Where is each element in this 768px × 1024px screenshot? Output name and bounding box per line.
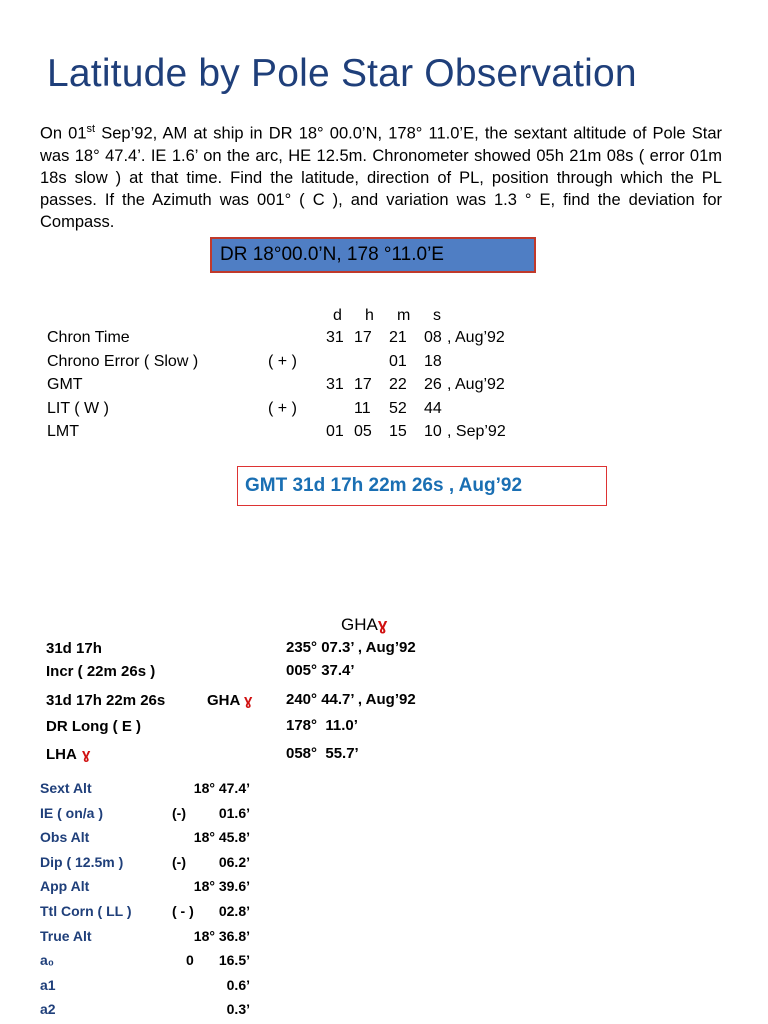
alt-row-sign: ( - ) — [172, 903, 194, 919]
time-row-h: 17 — [354, 376, 372, 393]
gha-row-value: 235° 07.3’ , Aug’92 — [286, 639, 416, 656]
problem-statement — [40, 118, 722, 233]
time-row-note: , Aug’92 — [447, 329, 505, 346]
time-row-s: 18 — [424, 352, 442, 370]
gha-row-value: 058° 55.7’ — [286, 745, 359, 762]
alt-row-value: 01.6’ — [218, 804, 250, 821]
gha-row-value: 240° 44.7’ , Aug’92 — [286, 691, 416, 708]
alt-row-label: a2 — [40, 1001, 56, 1018]
alt-row-sign: (-) — [172, 853, 186, 870]
gha-row-label: 31d 17h 22m 26s — [46, 692, 166, 709]
alt-row-sign: 0 — [186, 952, 194, 969]
alt-row-label: Sext Alt — [40, 780, 92, 796]
gha-row-label: LHA — [46, 746, 77, 763]
header-d: d — [333, 307, 342, 324]
time-row-m: 22 — [389, 376, 407, 393]
alt-row-label: Obs Alt — [40, 829, 90, 846]
gha-heading-text: GHA — [341, 615, 378, 634]
alt-row-value: 18° 39.6’ — [193, 878, 250, 895]
page-title: Latitude by Pole Star Observation — [47, 52, 637, 95]
alt-row-label: True Alt — [40, 927, 92, 944]
header-m: m — [397, 307, 411, 324]
gha-row-label: DR Long ( E ) — [46, 718, 141, 735]
alt-row-sign: (-) — [172, 804, 186, 821]
alt-row-label: Dip ( 12.5m ) — [40, 853, 124, 870]
time-row-d: 01 — [326, 423, 344, 440]
time-row-sign: ( + ) — [268, 352, 297, 370]
time-row-label: LMT — [47, 423, 79, 440]
alt-row-value: 06.2’ — [218, 853, 250, 870]
time-row-h: 17 — [354, 329, 372, 346]
alt-row-label: Ttl Corn ( LL ) — [40, 903, 132, 919]
header-s: s — [433, 307, 441, 324]
alt-row-value: 0.3’ — [226, 1001, 250, 1018]
time-row-s: 10 — [424, 423, 442, 440]
time-row-s: 08 — [424, 329, 442, 346]
alt-row-value: 18° 36.8’ — [193, 927, 250, 944]
header-h: h — [365, 307, 374, 324]
alt-row-value: 02.8’ — [218, 903, 250, 919]
dr-position-box: DR 18°00.0’N, 178 °11.0’E — [210, 237, 536, 273]
intro-text: Sep’92, AM at ship in DR 18° 00.0’N, 178° 11.0’E, the sextant altitude of Pole Star was 18° 47.4’. IE 1.6’ on the arc, HE 12.5m. Chronometer showed 05h 21m 08s ( error 01m 18s slow ) at that time. Find the latitude, direction of PL, position through which the PL passes. If the Azimuth was 001° ( C ), and variation was 1.3 ° E, find the deviation for Compass. — [40, 124, 722, 231]
time-row-m: 52 — [389, 399, 407, 417]
gha-row-label: 31d 17h — [46, 640, 102, 657]
alt-row-label: IE ( on/a ) — [40, 804, 103, 821]
time-row-note: , Sep’92 — [447, 423, 506, 440]
time-row-label: GMT — [47, 376, 83, 393]
intro-sup: st — [86, 123, 96, 135]
alt-row-value: 18° 47.4’ — [193, 780, 250, 796]
time-row-s: 44 — [424, 399, 442, 417]
time-row-label: LIT ( W ) — [47, 399, 109, 417]
gmt-result-box: GMT 31d 17h 22m 26s , Aug’92 — [237, 466, 607, 506]
time-row-h: 11 — [354, 399, 371, 417]
time-row-d: 31 — [326, 329, 344, 346]
intro-pre: On 01 — [40, 124, 87, 143]
aries-icon: ɣ — [82, 746, 91, 763]
time-row-note: , Aug’92 — [447, 376, 505, 393]
gha-row-value: 005° 37.4’ — [286, 662, 355, 679]
alt-row-label: a1 — [40, 976, 56, 993]
time-row-m: 21 — [389, 329, 407, 346]
alt-row-value: 16.5’ — [218, 952, 250, 969]
alt-row-value: 18° 45.8’ — [193, 829, 250, 846]
time-row-label: Chron Time — [47, 329, 130, 346]
time-row-label: Chrono Error ( Slow ) — [47, 352, 199, 370]
alt-row-label: a₀ — [40, 952, 55, 969]
gha-heading — [341, 615, 387, 635]
aries-icon: ɣ — [244, 692, 253, 709]
alt-row-label: App Alt — [40, 878, 90, 895]
time-row-sign: ( + ) — [268, 399, 297, 417]
gha-row-tag: GHA — [207, 692, 241, 709]
time-row-m: 15 — [389, 423, 407, 440]
aries-icon: ɣ — [377, 615, 388, 634]
time-row-h: 05 — [354, 423, 372, 440]
time-row-d: 31 — [326, 376, 344, 393]
time-row-m: 01 — [389, 352, 407, 370]
time-row-s: 26 — [424, 376, 442, 393]
alt-row-value: 0.6’ — [226, 976, 250, 993]
gha-row-value: 178° 11.0’ — [286, 717, 358, 734]
gha-row-label: Incr ( 22m 26s ) — [46, 663, 156, 680]
